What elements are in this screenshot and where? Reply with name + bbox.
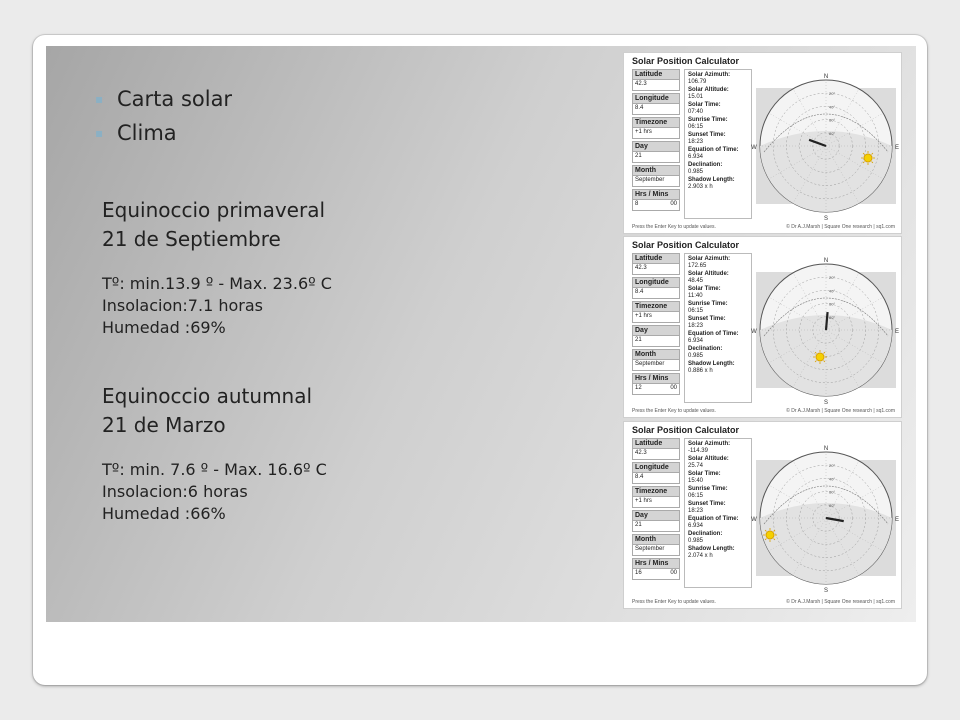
day-field: [632, 141, 680, 163]
timezone-label: Timezone: [632, 117, 680, 128]
sunset-time-label: Sunset Time:: [688, 132, 726, 138]
solar-azimuth-value: 172.65: [688, 263, 707, 269]
shadow-needle: [826, 312, 828, 330]
altitude-ring-label: 60°: [829, 489, 836, 495]
month-label: Month: [632, 349, 680, 360]
longitude-input[interactable]: 8.4: [632, 104, 680, 115]
solar-azimuth-label: Solar Azimuth:: [688, 441, 731, 447]
sunrise-time-value: 06:15: [688, 308, 704, 314]
results-box: [684, 253, 752, 403]
solar-time-value: 07:40: [688, 109, 704, 115]
results-box: [684, 69, 752, 219]
latitude-input[interactable]: 42.3: [632, 449, 680, 460]
latitude-field: [632, 69, 680, 91]
bullet-text: Clima: [117, 121, 177, 145]
calculator-credit: © Dr A.J.Marsh | Square One research | sq1.com: [786, 224, 895, 230]
calculator-credit: © Dr A.J.Marsh | Square One research | sq1.com: [786, 408, 895, 414]
calculator-title: Solar Position Calculator: [632, 240, 740, 250]
compass-e-label: E: [894, 329, 900, 335]
minutes-input[interactable]: 00: [670, 570, 677, 576]
solar-altitude-value: 48.45: [688, 278, 704, 284]
altitude-ring-label: 20°: [829, 463, 836, 469]
month-label: Month: [632, 165, 680, 176]
autumn-equinox-block: [102, 382, 327, 525]
longitude-input[interactable]: 8.4: [632, 288, 680, 299]
solar-azimuth-value: -114.39: [688, 448, 708, 454]
sunrise-time-value: 06:15: [688, 493, 704, 499]
timezone-label: Timezone: [632, 486, 680, 497]
hours-minutes-label: Hrs / Mins: [632, 558, 680, 569]
month-field: [632, 534, 680, 556]
timezone-field: [632, 486, 680, 508]
longitude-field: [632, 462, 680, 484]
sun-path-diagram: [751, 436, 900, 600]
month-field: [632, 165, 680, 187]
shadow-length-value: 2.074 x h: [688, 553, 713, 559]
spring-humidity: Humedad :69%: [102, 318, 226, 337]
sunset-time-label: Sunset Time:: [688, 501, 726, 507]
solar-altitude-value: 15.01: [688, 94, 704, 100]
sunrise-time-label: Sunrise Time:: [688, 486, 728, 492]
compass-w-label: W: [751, 145, 757, 151]
sunset-time-label: Sunset Time:: [688, 316, 726, 322]
calculator-credit: © Dr A.J.Marsh | Square One research | sq1.com: [786, 599, 895, 605]
shadow-length-label: Shadow Length:: [688, 361, 735, 367]
sun-path-diagram: [751, 67, 900, 225]
spring-temperature: Tº: min.13.9 º - Max. 23.6º C: [102, 274, 332, 293]
month-field: [632, 349, 680, 371]
hours-input[interactable]: 16: [635, 570, 642, 576]
declination-label: Declination:: [688, 346, 723, 352]
solar-altitude-label: Solar Altitude:: [688, 87, 729, 93]
latitude-label: Latitude: [632, 438, 680, 449]
sun-icon: [766, 531, 774, 539]
month-label: Month: [632, 534, 680, 545]
altitude-ring-label: 80°: [829, 314, 836, 320]
longitude-label: Longitude: [632, 277, 680, 288]
compass-s-label: S: [823, 588, 829, 594]
solar-altitude-value: 25.74: [688, 463, 704, 469]
day-field: [632, 510, 680, 532]
day-label: Day: [632, 141, 680, 152]
compass-n-label: N: [823, 258, 829, 264]
day-label: Day: [632, 325, 680, 336]
declination-label: Declination:: [688, 531, 723, 537]
solar-altitude-label: Solar Altitude:: [688, 271, 729, 277]
longitude-field: [632, 277, 680, 299]
hours-minutes-field: [632, 558, 680, 580]
latitude-input[interactable]: 42.3: [632, 264, 680, 275]
compass-n-label: N: [823, 446, 829, 452]
sun-icon: [816, 353, 824, 361]
sunset-time-value: 18:23: [688, 139, 704, 145]
equation-of-time-value: 6.934: [688, 154, 704, 160]
latitude-field: [632, 253, 680, 275]
solar-calculator-screenshot: [623, 421, 902, 609]
compass-s-label: S: [823, 400, 829, 406]
spring-equinox-block: [102, 196, 332, 339]
longitude-field: [632, 93, 680, 115]
autumn-title: Equinoccio autumnal: [102, 384, 313, 408]
day-input[interactable]: 21: [632, 152, 680, 163]
timezone-input[interactable]: +1 hrs: [632, 497, 680, 508]
solar-azimuth-label: Solar Azimuth:: [688, 72, 731, 78]
latitude-field: [632, 438, 680, 460]
bullet-item: [95, 82, 232, 116]
shadow-length-label: Shadow Length:: [688, 546, 735, 552]
day-label: Day: [632, 510, 680, 521]
equation-of-time-value: 6.934: [688, 338, 704, 344]
results-box: [684, 438, 752, 588]
sunrise-time-label: Sunrise Time:: [688, 301, 728, 307]
altitude-ring-label: 60°: [829, 117, 836, 123]
month-input[interactable]: September: [632, 360, 680, 371]
altitude-ring-label: 20°: [829, 91, 836, 97]
spring-insolation: Insolacion:7.1 horas: [102, 296, 263, 315]
latitude-input[interactable]: 42.3: [632, 80, 680, 91]
bullet-item: [95, 116, 232, 150]
minutes-input[interactable]: 00: [670, 385, 677, 391]
hours-minutes-field: [632, 189, 680, 211]
hours-input[interactable]: 8: [635, 201, 639, 207]
bullet-list: [95, 82, 232, 150]
solar-altitude-label: Solar Altitude:: [688, 456, 729, 462]
solar-azimuth-value: 106.79: [688, 79, 707, 85]
altitude-ring-label: 40°: [829, 288, 836, 294]
compass-e-label: E: [894, 145, 900, 151]
spring-title: Equinoccio primaveral: [102, 198, 326, 222]
declination-label: Declination:: [688, 162, 723, 168]
longitude-label: Longitude: [632, 93, 680, 104]
solar-time-label: Solar Time:: [688, 471, 721, 477]
longitude-label: Longitude: [632, 462, 680, 473]
compass-n-label: N: [823, 74, 829, 80]
altitude-ring-label: 20°: [829, 275, 836, 281]
shadow-length-label: Shadow Length:: [688, 177, 735, 183]
calculator-hint: Press the Enter Key to update values.: [632, 599, 716, 605]
timezone-input[interactable]: +1 hrs: [632, 312, 680, 323]
hours-minutes-label: Hrs / Mins: [632, 189, 680, 200]
spring-date: 21 de Septiembre: [102, 227, 281, 251]
longitude-input[interactable]: 8.4: [632, 473, 680, 484]
equation-of-time-label: Equation of Time:: [688, 147, 739, 153]
equation-of-time-label: Equation of Time:: [688, 516, 739, 522]
sunrise-time-label: Sunrise Time:: [688, 117, 728, 123]
declination-value: 0.985: [688, 538, 704, 544]
bullet-text: Carta solar: [117, 87, 233, 111]
solar-calculator-screenshot: [623, 236, 902, 418]
solar-time-label: Solar Time:: [688, 102, 721, 108]
autumn-humidity: Humedad :66%: [102, 504, 226, 523]
calculator-title: Solar Position Calculator: [632, 425, 740, 435]
shadow-length-value: 2.903 x h: [688, 184, 713, 190]
autumn-date: 21 de Marzo: [102, 413, 226, 437]
compass-w-label: W: [751, 329, 757, 335]
solar-calculator-screenshot: [623, 52, 902, 234]
bullet-icon: ▪: [95, 92, 104, 106]
month-input[interactable]: September: [632, 176, 680, 187]
hours-minutes-label: Hrs / Mins: [632, 373, 680, 384]
sunset-time-value: 18:23: [688, 323, 704, 329]
altitude-ring-label: 60°: [829, 301, 836, 307]
solar-time-value: 11:40: [688, 293, 703, 299]
compass-w-label: W: [751, 517, 757, 523]
solar-time-value: 15:40: [688, 478, 704, 484]
declination-value: 0.985: [688, 353, 704, 359]
timezone-field: [632, 117, 680, 139]
compass-e-label: E: [894, 517, 900, 523]
solar-time-label: Solar Time:: [688, 286, 721, 292]
timezone-label: Timezone: [632, 301, 680, 312]
hours-minutes-field: [632, 373, 680, 395]
solar-azimuth-label: Solar Azimuth:: [688, 256, 731, 262]
autumn-temperature: Tº: min. 7.6 º - Max. 16.6º C: [102, 460, 327, 479]
compass-s-label: S: [823, 216, 829, 222]
day-input[interactable]: 21: [632, 521, 680, 532]
timezone-field: [632, 301, 680, 323]
sun-icon: [864, 154, 872, 162]
shadow-length-value: 0.886 x h: [688, 368, 713, 374]
day-input[interactable]: 21: [632, 336, 680, 347]
sun-path-diagram: [751, 251, 900, 409]
declination-value: 0.985: [688, 169, 704, 175]
altitude-ring-label: 40°: [829, 476, 836, 482]
altitude-ring-label: 80°: [829, 502, 836, 508]
calculator-hint: Press the Enter Key to update values.: [632, 408, 716, 414]
hours-input[interactable]: 12: [635, 385, 642, 391]
latitude-label: Latitude: [632, 253, 680, 264]
month-input[interactable]: September: [632, 545, 680, 556]
equation-of-time-label: Equation of Time:: [688, 331, 739, 337]
minutes-input[interactable]: 00: [670, 201, 677, 207]
sunrise-time-value: 06:15: [688, 124, 704, 130]
autumn-insolation: Insolacion:6 horas: [102, 482, 248, 501]
latitude-label: Latitude: [632, 69, 680, 80]
calculator-title: Solar Position Calculator: [632, 56, 740, 66]
sunset-time-value: 18:23: [688, 508, 704, 514]
altitude-ring-label: 40°: [829, 104, 836, 110]
timezone-input[interactable]: +1 hrs: [632, 128, 680, 139]
calculator-hint: Press the Enter Key to update values.: [632, 224, 716, 230]
day-field: [632, 325, 680, 347]
equation-of-time-value: 6.934: [688, 523, 704, 529]
altitude-ring-label: 80°: [829, 130, 836, 136]
bullet-icon: ▪: [95, 126, 104, 140]
